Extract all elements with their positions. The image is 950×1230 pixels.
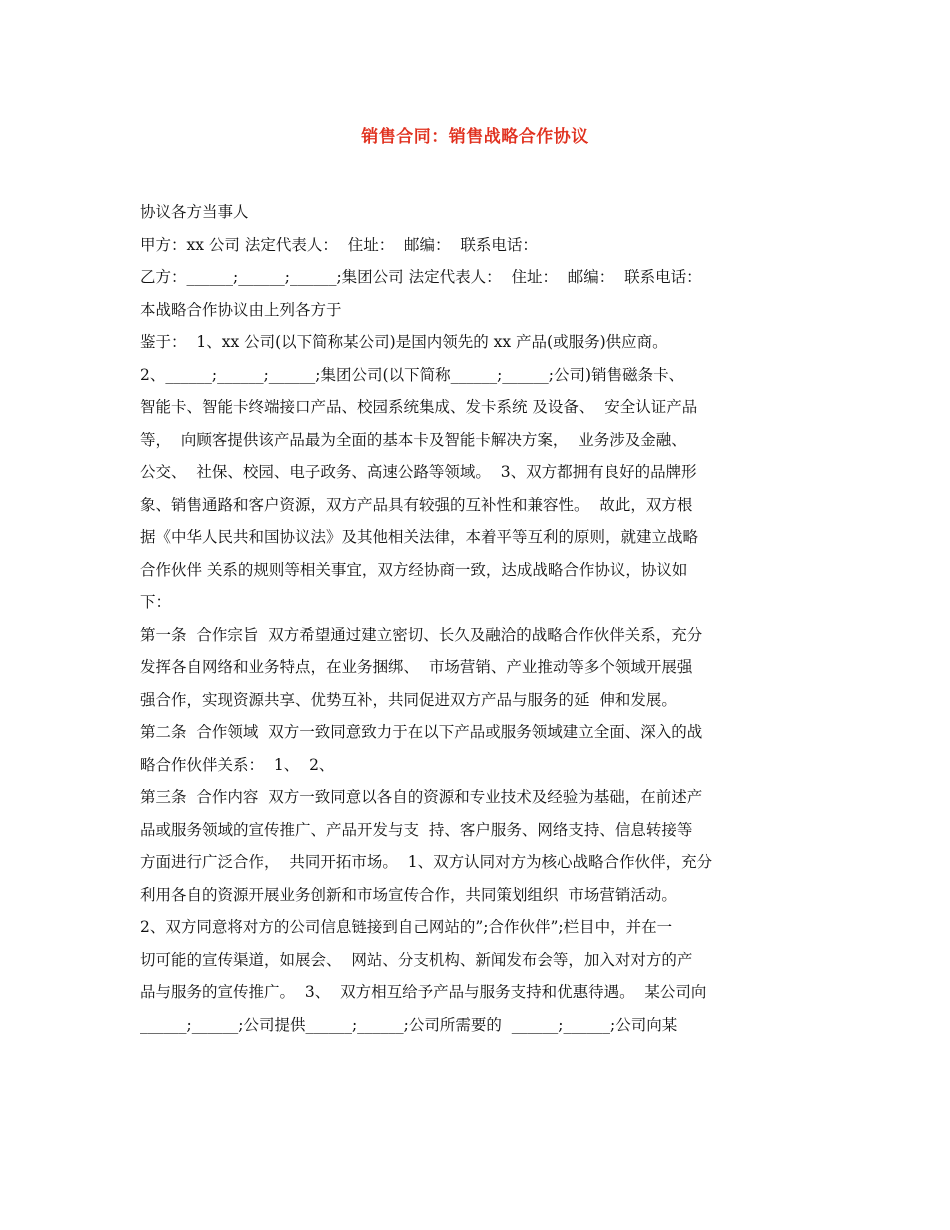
text-line: 甲方：xx 公司 法定代表人： 住址： 邮编： 联系电话： [140,235,538,254]
document-body [140,196,816,1041]
text-line: 据《中华人民共和国协议法》及其他相关法律，本着平等互利的原则，就建立战略 [140,528,699,546]
text-line: 发挥各自网络和业务特点，在业务捆绑、 市场营销、产业推动等多个领域开展强 [140,658,693,676]
text-line: 方面进行广泛合作， 共同开拓市场。 1、双方认同对方为核心战略合作伙伴，充分 [140,853,713,871]
text-line: 下： [140,593,172,611]
text-line: 切可能的宣传渠道，如展会、 网站、分支机构、新闻发布会等，加入对对方的产 [140,950,693,969]
text-line: 2、______;______;______;集团公司(以下简称______;______;公司)销售磁条卡、 [140,365,685,384]
text-line: 公交、 社保、校园、电子政务、高速公路等领域。 3、双方都拥有良好的品牌形 [140,463,697,481]
text-line: 品与服务的宣传推广。 3、 双方相互给予产品与服务支持和优惠待遇。 某公司向 [140,983,707,1001]
text-line: 2、双方同意将对方的公司信息链接到自己网站的”;合作伙伴”;栏目中，并在一 [140,918,673,936]
text-line: 第一条 合作宗旨 双方希望通过建立密切、长久及融洽的战略合作伙伴关系，充分 [140,625,703,644]
text-line: 鉴于： 1、xx 公司(以下简称某公司)是国内领先的 xx 产品(或服务)供应商。 [140,333,668,351]
text-line: 乙方：______;______;______;集团公司 法定代表人： 住址： 邮编： 联系电话： [140,268,702,286]
text-line: 等， 向顾客提供该产品最为全面的基本卡及智能卡解决方案， 业务涉及金融、 [140,430,687,449]
text-line: 品或服务领域的宣传推广、产品开发与支 持、客户服务、网络支持、信息转接等 [140,820,693,839]
text-line: 略合作伙伴关系： 1、 2、 [140,755,335,774]
text-line: 象、销售通路和客户资源，双方产品具有较强的互补性和兼容性。 故此，双方根 [140,495,693,514]
text-line: 强合作，实现资源共享、优势互补，共同促进双方产品与服务的延 伸和发展。 [140,690,677,709]
text-line: 利用各自的资源开展业务创新和市场宣传合作，共同策划组织 市场营销活动。 [140,885,677,904]
text-line: 智能卡、智能卡终端接口产品、校园系统集成、发卡系统 及设备、 安全认证产品 [140,398,698,416]
text-line: 第三条 合作内容 双方一致同意以各自的资源和专业技术及经验为基础，在前述产 [140,788,703,806]
document-title: 销售合同：销售战略合作协议 [361,127,589,147]
text-line: 本战略合作协议由上列各方于 [140,300,342,319]
text-line: 协议各方当事人 [140,203,249,221]
text-line: ______;______;公司提供______;______;公司所需要的 ______;______;公司向某 [140,1015,678,1034]
text-line: 合作伙伴 关系的规则等相关事宜，双方经协商一致，达成战略合作协议，协议如 [140,560,688,579]
text-line: 第二条 合作领域 双方一致同意致力于在以下产品或服务领域建立全面、深入的战 [140,723,703,741]
